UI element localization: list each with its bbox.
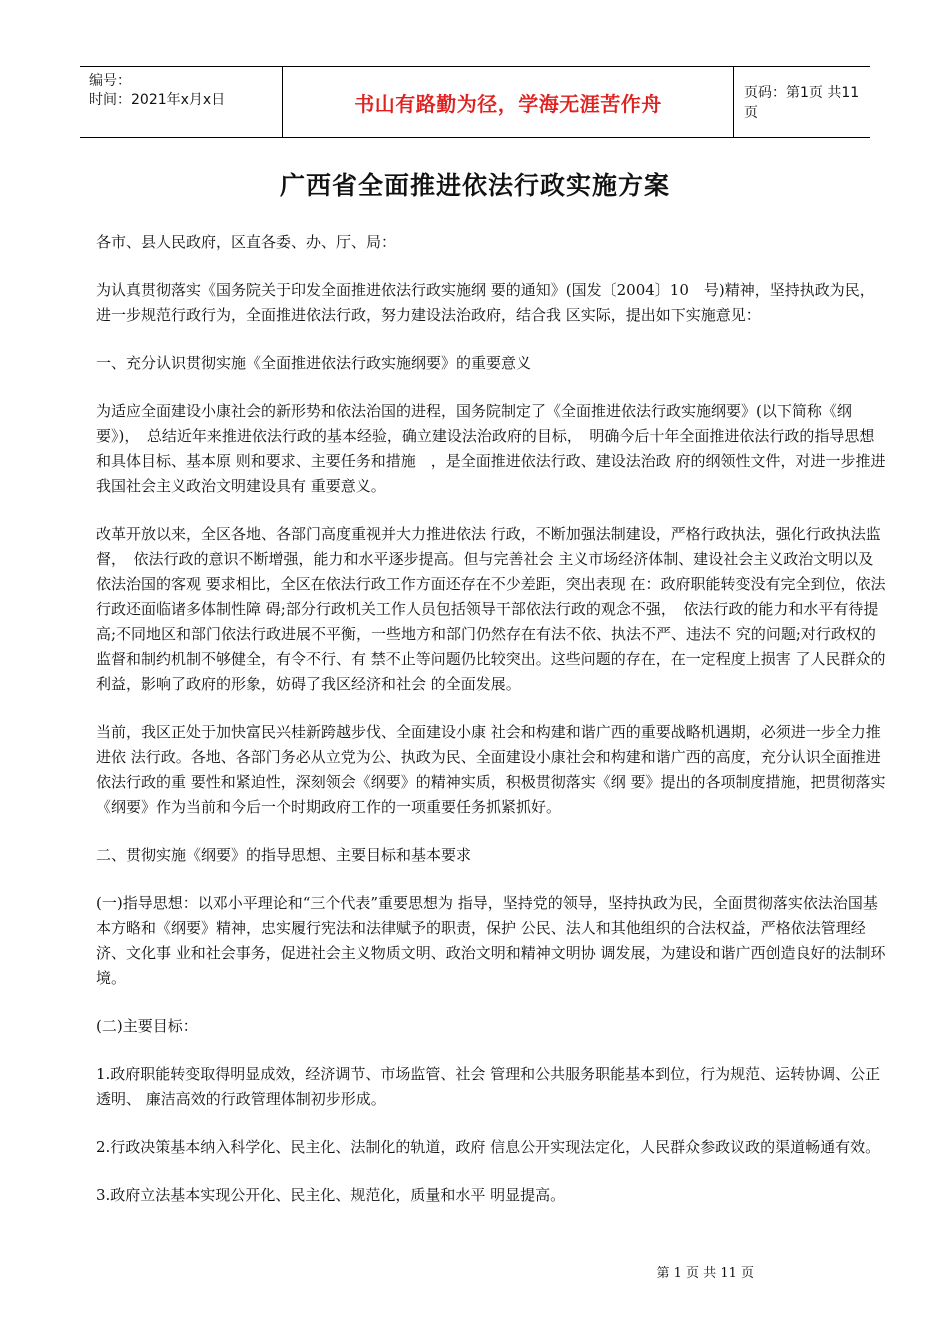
intro-paragraph: 为认真贯彻落实《国务院关于印发全面推进依法行政实施纲 要的通知》(国发〔2004〕10 号)精神，坚持执政为民，进一步规范行政行为，全面推进依法行政，努力建设法治政府，结合我 区实际，提出如下实施意见： xyxy=(96,281,875,324)
list-item: 3.政府立法基本实现公开化、民主化、规范化，质量和水平 明显提高。 xyxy=(96,1186,566,1204)
header-motto: 书山有路勤为径，学海无涯苦作舟 xyxy=(354,91,662,116)
header-meta xyxy=(80,67,282,137)
page-footer: 第 1 页 共 11 页 xyxy=(656,1266,754,1281)
subsection-heading: (二)主要目标： xyxy=(96,1017,198,1035)
list-item: 2.行政决策基本纳入科学化、民主化、法制化的轨道，政府 信息公开实现法定化，人民群众参政议政的渠道畅通有效。 xyxy=(96,1138,881,1156)
section-heading-1: 一、充分认识贯彻实施《全面推进依法行政实施纲要》的重要意义 xyxy=(96,354,532,372)
salutation: 各市、县人民政府，区直各委、办、厅、局： xyxy=(96,233,397,251)
body-paragraph: 为适应全面建设小康社会的新形势和依法治国的进程，国务院制定了《全面推进依法行政实施纲要》(以下简称《纲要》)， 总结近年来推进依法行政的基本经验，确立建设法治政府的目标， 明确今后十年全面推进依法行政的指导思想和具体目标、基本原 则和要求、主要任务和措施 ，是全面推进依法行政、建设法治政 府的纲领性文件，对进一步推进我国社会主义政治文明建设具有 重要意义。 xyxy=(96,402,886,495)
body-paragraph: 改革开放以来，全区各地、各部门高度重视并大力推进依法 行政，不断加强法制建设，严格行政执法，强化行政执法监督， 依法行政的意识不断增强，能力和水平逐步提高。但与完善社会 主义市场经济体制、建设社会主义政治文明以及依法治国的客观 要求相比，全区在依法行政工作方面还存在不少差距，突出表现 在：政府职能转变没有完全到位，依法行政还面临诸多体制性障 碍;部分行政机关工作人员包括领导干部依法行政的观念不强， 依法行政的能力和水平有待提高;不同地区和部门依法行政进展不平衡，一些地方和部门仍然存在有法不依、执法不严、违法不 究的问题;对行政权的监督和制约机制不够健全，有令不行、有 禁不止等问题仍比较突出。这些问题的存在，在一定程度上损害 了人民群众的利益，影响了政府的形象，妨碍了我区经济和社会 的全面发展。 xyxy=(96,525,886,693)
document-body xyxy=(96,230,886,1231)
document-time-label: 时间：2021年x月x日 xyxy=(89,92,226,108)
page-header xyxy=(80,66,870,138)
body-paragraph: (一)指导思想：以邓小平理论和“三个代表”重要思想为 指导，坚持党的领导，坚持执政为民，全面贯彻落实依法治国基 本方略和《纲要》精神，忠实履行宪法和法律赋予的职责，保护 公民、法人和其他组织的合法权益，严格依法管理经济、文化事 业和社会事务，促进社会主义物质文明、政治文明和精神文明协 调发展，为建设和谐广西创造良好的法制环境。 xyxy=(96,894,886,987)
document-title: 广西省全面推进依法行政实施方案 xyxy=(279,171,670,200)
body-paragraph: 当前，我区正处于加快富民兴桂新跨越步伐、全面建设小康 社会和构建和谐广西的重要战略机遇期，必须进一步全力推进依 法行政。各地、各部门务必从立党为公、执政为民、全面建设小康社会和构建和谐广西的高度，充分认识全面推进依法行政的重 要性和紧迫性，深刻领会《纲要》的精神实质，积极贯彻落实《纲 要》提出的各项制度措施，把贯彻落实《纲要》作为当前和今后一个时期政府工作的一项重要任务抓紧抓好。 xyxy=(96,723,886,816)
list-item: 1.政府职能转变取得明显成效，经济调节、市场监管、社会 管理和公共服务职能基本到位，行为规范、运转协调、公正透明、 廉洁高效的行政管理体制初步形成。 xyxy=(96,1065,881,1108)
section-heading-2: 二、贯彻实施《纲要》的指导思想、主要目标和基本要求 xyxy=(96,846,472,864)
header-motto-cell xyxy=(282,67,734,137)
document-number-label: 编号： xyxy=(89,73,131,89)
header-page-info: 页码：第1页 共11页 xyxy=(744,85,860,121)
